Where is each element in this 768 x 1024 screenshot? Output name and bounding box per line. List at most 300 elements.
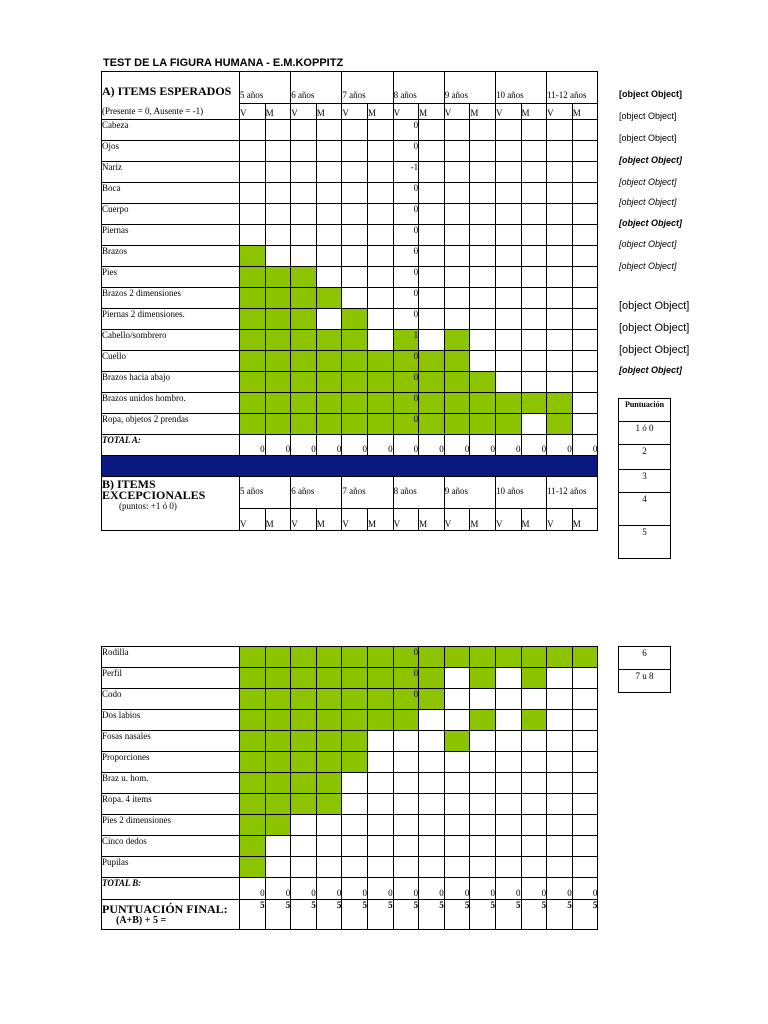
score-cell[interactable] (342, 710, 368, 731)
score-cell[interactable] (419, 183, 445, 204)
score-cell[interactable] (495, 351, 521, 372)
score-cell[interactable]: 0 (393, 120, 419, 141)
score-cell[interactable] (291, 162, 317, 183)
score-cell[interactable] (470, 836, 496, 857)
score-cell[interactable] (547, 773, 573, 794)
score-cell[interactable] (521, 414, 547, 435)
score-cell[interactable] (470, 225, 496, 246)
score-cell[interactable] (342, 752, 368, 773)
score-cell[interactable] (240, 794, 266, 815)
score-cell[interactable] (342, 225, 368, 246)
score-cell[interactable] (291, 120, 317, 141)
score-cell[interactable] (444, 731, 470, 752)
score-cell[interactable] (419, 414, 445, 435)
score-cell[interactable] (470, 857, 496, 878)
score-cell[interactable] (521, 647, 547, 668)
score-cell[interactable]: 0 (393, 393, 419, 414)
score-cell[interactable] (444, 668, 470, 689)
score-cell[interactable] (521, 141, 547, 162)
score-cell[interactable] (265, 246, 291, 267)
score-cell[interactable] (521, 288, 547, 309)
score-cell[interactable] (316, 815, 342, 836)
score-cell[interactable] (495, 330, 521, 351)
score-cell[interactable] (291, 857, 317, 878)
score-cell[interactable] (419, 141, 445, 162)
score-cell[interactable] (342, 267, 368, 288)
score-cell[interactable] (547, 857, 573, 878)
score-cell[interactable] (444, 288, 470, 309)
score-cell[interactable] (316, 710, 342, 731)
score-cell[interactable] (316, 162, 342, 183)
score-cell[interactable] (265, 225, 291, 246)
score-cell[interactable] (419, 330, 445, 351)
score-cell[interactable] (240, 267, 266, 288)
score-cell[interactable] (240, 857, 266, 878)
score-cell[interactable] (521, 815, 547, 836)
score-cell[interactable] (470, 120, 496, 141)
score-cell[interactable] (547, 162, 573, 183)
score-cell[interactable] (547, 710, 573, 731)
score-cell[interactable] (367, 794, 393, 815)
score-cell[interactable] (316, 246, 342, 267)
score-cell[interactable] (367, 731, 393, 752)
score-cell[interactable] (265, 120, 291, 141)
score-cell[interactable] (291, 141, 317, 162)
score-cell[interactable]: 1 (393, 330, 419, 351)
score-cell[interactable] (572, 141, 598, 162)
score-cell[interactable] (495, 414, 521, 435)
score-cell[interactable] (265, 668, 291, 689)
score-cell[interactable] (444, 414, 470, 435)
score-cell[interactable] (495, 120, 521, 141)
score-cell[interactable] (419, 288, 445, 309)
score-cell[interactable] (444, 120, 470, 141)
score-cell[interactable] (444, 836, 470, 857)
score-cell[interactable] (265, 752, 291, 773)
score-cell[interactable] (265, 815, 291, 836)
score-cell[interactable] (572, 351, 598, 372)
score-cell[interactable] (342, 731, 368, 752)
score-cell[interactable] (291, 246, 317, 267)
score-cell[interactable] (240, 647, 266, 668)
score-cell[interactable] (291, 225, 317, 246)
score-cell[interactable] (419, 836, 445, 857)
score-cell[interactable] (547, 372, 573, 393)
score-cell[interactable] (291, 414, 317, 435)
score-cell[interactable] (547, 330, 573, 351)
score-cell[interactable] (470, 731, 496, 752)
score-cell[interactable] (342, 204, 368, 225)
score-cell[interactable] (495, 267, 521, 288)
score-cell[interactable] (265, 414, 291, 435)
score-cell[interactable] (572, 225, 598, 246)
score-cell[interactable] (495, 815, 521, 836)
score-cell[interactable] (240, 689, 266, 710)
score-cell[interactable] (521, 710, 547, 731)
score-cell[interactable] (521, 857, 547, 878)
score-cell[interactable] (342, 288, 368, 309)
score-cell[interactable] (316, 773, 342, 794)
score-cell[interactable] (547, 815, 573, 836)
score-cell[interactable] (393, 815, 419, 836)
score-cell[interactable] (470, 183, 496, 204)
score-cell[interactable] (572, 773, 598, 794)
score-cell[interactable] (265, 330, 291, 351)
score-cell[interactable] (547, 647, 573, 668)
score-cell[interactable] (419, 710, 445, 731)
score-cell[interactable] (291, 836, 317, 857)
score-cell[interactable] (291, 731, 317, 752)
score-cell[interactable] (342, 351, 368, 372)
score-cell[interactable] (419, 162, 445, 183)
score-cell[interactable] (495, 393, 521, 414)
score-cell[interactable] (547, 225, 573, 246)
score-cell[interactable] (342, 689, 368, 710)
score-cell[interactable] (291, 710, 317, 731)
score-cell[interactable] (367, 162, 393, 183)
score-cell[interactable] (521, 752, 547, 773)
score-cell[interactable] (291, 794, 317, 815)
score-cell[interactable] (240, 330, 266, 351)
score-cell[interactable] (316, 647, 342, 668)
score-cell[interactable] (444, 330, 470, 351)
score-cell[interactable] (547, 668, 573, 689)
score-cell[interactable] (342, 246, 368, 267)
score-cell[interactable] (240, 183, 266, 204)
score-cell[interactable] (393, 773, 419, 794)
score-cell[interactable] (419, 267, 445, 288)
score-cell[interactable] (547, 836, 573, 857)
score-cell[interactable] (521, 731, 547, 752)
score-cell[interactable] (521, 120, 547, 141)
score-cell[interactable] (316, 120, 342, 141)
score-cell[interactable] (444, 794, 470, 815)
score-cell[interactable] (470, 794, 496, 815)
score-cell[interactable] (316, 309, 342, 330)
score-cell[interactable] (367, 372, 393, 393)
score-cell[interactable]: -1 (393, 162, 419, 183)
score-cell[interactable] (367, 773, 393, 794)
score-cell[interactable] (495, 689, 521, 710)
score-cell[interactable] (444, 141, 470, 162)
score-cell[interactable] (572, 710, 598, 731)
score-cell[interactable] (342, 647, 368, 668)
score-cell[interactable] (367, 752, 393, 773)
score-cell[interactable]: 0 (393, 288, 419, 309)
score-cell[interactable] (265, 393, 291, 414)
score-cell[interactable] (367, 393, 393, 414)
score-cell[interactable] (572, 288, 598, 309)
score-cell[interactable] (470, 372, 496, 393)
score-cell[interactable] (521, 246, 547, 267)
score-cell[interactable] (367, 141, 393, 162)
score-cell[interactable] (265, 288, 291, 309)
score-cell[interactable] (265, 647, 291, 668)
score-cell[interactable] (495, 836, 521, 857)
score-cell[interactable] (291, 689, 317, 710)
score-cell[interactable] (444, 246, 470, 267)
score-cell[interactable] (240, 309, 266, 330)
score-cell[interactable] (572, 162, 598, 183)
score-cell[interactable] (291, 815, 317, 836)
score-cell[interactable] (495, 668, 521, 689)
score-cell[interactable] (419, 246, 445, 267)
score-cell[interactable] (316, 668, 342, 689)
score-cell[interactable] (521, 267, 547, 288)
score-cell[interactable] (547, 120, 573, 141)
score-cell[interactable] (419, 225, 445, 246)
score-cell[interactable] (470, 773, 496, 794)
score-cell[interactable] (470, 689, 496, 710)
score-cell[interactable] (547, 689, 573, 710)
score-cell[interactable] (444, 689, 470, 710)
score-cell[interactable] (342, 183, 368, 204)
score-cell[interactable] (470, 668, 496, 689)
score-cell[interactable] (470, 141, 496, 162)
score-cell[interactable] (444, 372, 470, 393)
score-cell[interactable] (495, 141, 521, 162)
score-cell[interactable] (444, 309, 470, 330)
score-cell[interactable] (265, 162, 291, 183)
score-cell[interactable] (419, 689, 445, 710)
score-cell[interactable] (521, 773, 547, 794)
score-cell[interactable] (240, 668, 266, 689)
score-cell[interactable] (547, 309, 573, 330)
score-cell[interactable] (444, 815, 470, 836)
score-cell[interactable] (240, 246, 266, 267)
score-cell[interactable] (291, 330, 317, 351)
score-cell[interactable] (240, 204, 266, 225)
score-cell[interactable] (521, 351, 547, 372)
score-cell[interactable] (572, 731, 598, 752)
score-cell[interactable] (547, 183, 573, 204)
score-cell[interactable] (316, 731, 342, 752)
score-cell[interactable] (495, 372, 521, 393)
score-cell[interactable] (240, 773, 266, 794)
score-cell[interactable]: 0 (393, 309, 419, 330)
score-cell[interactable] (572, 414, 598, 435)
score-cell[interactable] (521, 689, 547, 710)
score-cell[interactable] (367, 120, 393, 141)
score-cell[interactable] (367, 309, 393, 330)
score-cell[interactable] (342, 836, 368, 857)
score-cell[interactable] (291, 668, 317, 689)
score-cell[interactable] (393, 752, 419, 773)
score-cell[interactable] (367, 647, 393, 668)
score-cell[interactable] (240, 710, 266, 731)
score-cell[interactable] (240, 836, 266, 857)
score-cell[interactable]: 0 (393, 668, 419, 689)
score-cell[interactable] (419, 204, 445, 225)
score-cell[interactable] (572, 183, 598, 204)
score-cell[interactable] (572, 372, 598, 393)
score-cell[interactable] (393, 710, 419, 731)
score-cell[interactable] (444, 225, 470, 246)
score-cell[interactable] (444, 267, 470, 288)
score-cell[interactable] (367, 836, 393, 857)
score-cell[interactable] (342, 857, 368, 878)
score-cell[interactable] (291, 267, 317, 288)
score-cell[interactable] (572, 794, 598, 815)
score-cell[interactable] (367, 225, 393, 246)
score-cell[interactable] (419, 351, 445, 372)
score-cell[interactable] (495, 752, 521, 773)
score-cell[interactable]: 0 (393, 414, 419, 435)
score-cell[interactable] (419, 857, 445, 878)
score-cell[interactable] (316, 857, 342, 878)
score-cell[interactable] (572, 836, 598, 857)
score-cell[interactable] (316, 183, 342, 204)
score-cell[interactable] (393, 794, 419, 815)
score-cell[interactable] (495, 162, 521, 183)
score-cell[interactable] (444, 710, 470, 731)
score-cell[interactable] (444, 393, 470, 414)
score-cell[interactable] (547, 794, 573, 815)
score-cell[interactable] (291, 647, 317, 668)
score-cell[interactable] (367, 414, 393, 435)
score-cell[interactable] (316, 393, 342, 414)
score-cell[interactable] (470, 752, 496, 773)
score-cell[interactable] (367, 288, 393, 309)
score-cell[interactable] (572, 815, 598, 836)
score-cell[interactable] (419, 120, 445, 141)
score-cell[interactable] (342, 815, 368, 836)
score-cell[interactable] (495, 246, 521, 267)
score-cell[interactable] (240, 731, 266, 752)
score-cell[interactable] (342, 794, 368, 815)
score-cell[interactable] (367, 815, 393, 836)
score-cell[interactable] (367, 351, 393, 372)
score-cell[interactable] (419, 309, 445, 330)
score-cell[interactable] (521, 393, 547, 414)
score-cell[interactable] (419, 372, 445, 393)
score-cell[interactable] (265, 309, 291, 330)
score-cell[interactable] (470, 330, 496, 351)
score-cell[interactable] (265, 773, 291, 794)
score-cell[interactable] (240, 162, 266, 183)
score-cell[interactable] (470, 647, 496, 668)
score-cell[interactable] (367, 204, 393, 225)
score-cell[interactable] (291, 773, 317, 794)
score-cell[interactable] (419, 815, 445, 836)
score-cell[interactable] (265, 204, 291, 225)
score-cell[interactable] (419, 752, 445, 773)
score-cell[interactable] (521, 668, 547, 689)
score-cell[interactable] (419, 647, 445, 668)
score-cell[interactable] (572, 647, 598, 668)
score-cell[interactable] (342, 309, 368, 330)
score-cell[interactable] (470, 393, 496, 414)
score-cell[interactable]: 0 (393, 246, 419, 267)
score-cell[interactable] (291, 393, 317, 414)
score-cell[interactable] (240, 815, 266, 836)
score-cell[interactable] (547, 351, 573, 372)
score-cell[interactable] (240, 141, 266, 162)
score-cell[interactable] (367, 330, 393, 351)
score-cell[interactable] (419, 393, 445, 414)
score-cell[interactable] (393, 836, 419, 857)
score-cell[interactable] (393, 857, 419, 878)
score-cell[interactable] (291, 204, 317, 225)
score-cell[interactable] (316, 288, 342, 309)
score-cell[interactable] (419, 668, 445, 689)
score-cell[interactable] (265, 857, 291, 878)
score-cell[interactable] (240, 288, 266, 309)
score-cell[interactable]: 0 (393, 372, 419, 393)
score-cell[interactable] (470, 267, 496, 288)
score-cell[interactable] (316, 204, 342, 225)
score-cell[interactable] (444, 162, 470, 183)
score-cell[interactable] (316, 414, 342, 435)
score-cell[interactable] (495, 857, 521, 878)
score-cell[interactable] (495, 204, 521, 225)
score-cell[interactable] (291, 752, 317, 773)
score-cell[interactable] (316, 836, 342, 857)
score-cell[interactable] (367, 710, 393, 731)
score-cell[interactable] (291, 351, 317, 372)
score-cell[interactable] (342, 162, 368, 183)
score-cell[interactable] (495, 225, 521, 246)
score-cell[interactable] (495, 731, 521, 752)
score-cell[interactable] (342, 330, 368, 351)
score-cell[interactable] (470, 710, 496, 731)
score-cell[interactable] (470, 815, 496, 836)
score-cell[interactable] (240, 225, 266, 246)
score-cell[interactable] (572, 857, 598, 878)
score-cell[interactable] (367, 689, 393, 710)
score-cell[interactable] (240, 120, 266, 141)
score-cell[interactable] (342, 120, 368, 141)
score-cell[interactable] (495, 309, 521, 330)
score-cell[interactable] (444, 773, 470, 794)
score-cell[interactable] (495, 647, 521, 668)
score-cell[interactable] (495, 710, 521, 731)
score-cell[interactable] (240, 372, 266, 393)
score-cell[interactable] (572, 668, 598, 689)
score-cell[interactable] (265, 710, 291, 731)
score-cell[interactable] (240, 752, 266, 773)
score-cell[interactable] (521, 836, 547, 857)
score-cell[interactable] (521, 330, 547, 351)
score-cell[interactable] (470, 288, 496, 309)
score-cell[interactable] (316, 752, 342, 773)
score-cell[interactable] (495, 794, 521, 815)
score-cell[interactable] (521, 372, 547, 393)
score-cell[interactable] (291, 288, 317, 309)
score-cell[interactable] (572, 330, 598, 351)
score-cell[interactable] (419, 794, 445, 815)
score-cell[interactable] (265, 351, 291, 372)
score-cell[interactable] (316, 330, 342, 351)
score-cell[interactable] (240, 393, 266, 414)
score-cell[interactable] (572, 120, 598, 141)
score-cell[interactable] (521, 794, 547, 815)
score-cell[interactable] (342, 393, 368, 414)
score-cell[interactable]: 0 (393, 647, 419, 668)
score-cell[interactable] (342, 372, 368, 393)
score-cell[interactable] (316, 141, 342, 162)
score-cell[interactable] (240, 351, 266, 372)
score-cell[interactable] (419, 731, 445, 752)
score-cell[interactable] (444, 752, 470, 773)
score-cell[interactable] (291, 183, 317, 204)
score-cell[interactable] (547, 288, 573, 309)
score-cell[interactable] (521, 225, 547, 246)
score-cell[interactable] (547, 752, 573, 773)
score-cell[interactable]: 0 (393, 141, 419, 162)
score-cell[interactable]: 0 (393, 204, 419, 225)
score-cell[interactable]: 0 (393, 267, 419, 288)
